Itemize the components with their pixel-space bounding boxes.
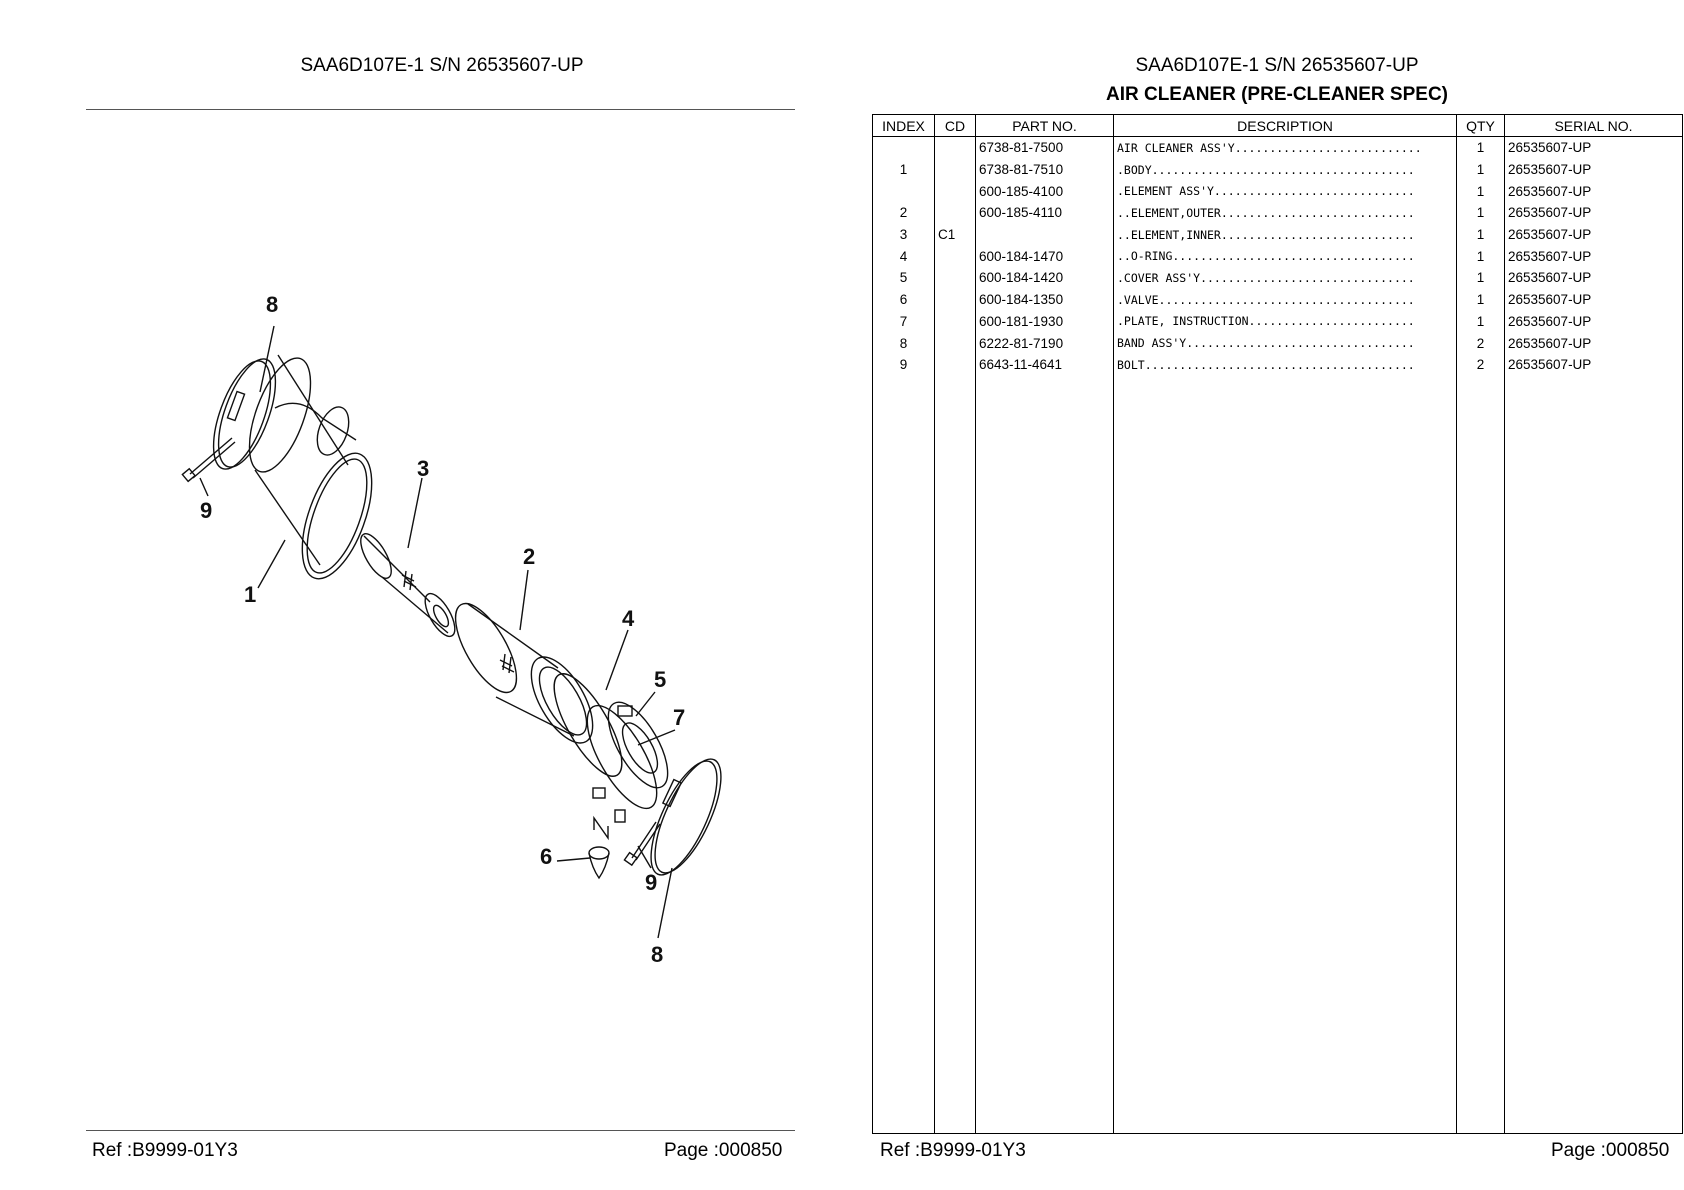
- parts-table-header: [873, 115, 1683, 137]
- table-row: [873, 289, 1683, 311]
- table-row: [873, 202, 1683, 224]
- callout-6: 6: [540, 844, 553, 869]
- serial-cell: 26535607-UP: [1505, 159, 1683, 181]
- qty-cell: 1: [1457, 180, 1505, 202]
- description-cell: .PLATE, INSTRUCTION........................: [1114, 311, 1457, 333]
- cd-cell: [935, 137, 976, 159]
- cd-cell: [935, 180, 976, 202]
- parts-table-body: [873, 137, 1683, 1134]
- valve: [589, 818, 609, 878]
- qty-cell: 1: [1457, 267, 1505, 289]
- cd-cell: [935, 311, 976, 333]
- left-page-number: Page :000850: [664, 1140, 783, 1161]
- description-cell: AIR CLEANER ASS'Y...........................: [1114, 137, 1457, 159]
- description-cell: .COVER ASS'Y...............................: [1114, 267, 1457, 289]
- part-no-cell: 6643-11-4641: [976, 354, 1114, 376]
- index-cell: 3: [873, 224, 935, 246]
- serial-cell: 26535607-UP: [1505, 332, 1683, 354]
- table-row: [873, 311, 1683, 333]
- table-row: [873, 180, 1683, 202]
- cd-cell: [935, 289, 976, 311]
- qty-cell: 1: [1457, 202, 1505, 224]
- index-cell: 8: [873, 332, 935, 354]
- callout-8-bottom: 8: [651, 942, 664, 967]
- part-no-cell: 6738-81-7510: [976, 159, 1114, 181]
- table-row: [873, 354, 1683, 376]
- serial-cell: 26535607-UP: [1505, 180, 1683, 202]
- serial-cell: 26535607-UP: [1505, 202, 1683, 224]
- part-no-cell: 600-184-1350: [976, 289, 1114, 311]
- index-cell: 5: [873, 267, 935, 289]
- callout-9-top: 9: [200, 498, 213, 523]
- callout-9-bottom: 9: [645, 870, 658, 895]
- part-no-cell: 6222-81-7190: [976, 332, 1114, 354]
- index-cell: 2: [873, 202, 935, 224]
- header-divider: [86, 109, 795, 110]
- qty-cell: 1: [1457, 289, 1505, 311]
- callout-3: 3: [417, 456, 430, 481]
- footer-divider: [86, 1130, 795, 1131]
- col-header-cd: CD: [935, 115, 976, 137]
- serial-cell: 26535607-UP: [1505, 289, 1683, 311]
- col-header-description: DESCRIPTION: [1114, 115, 1457, 137]
- table-row: [873, 245, 1683, 267]
- serial-cell: 26535607-UP: [1505, 224, 1683, 246]
- qty-cell: 2: [1457, 332, 1505, 354]
- bolt-top: [182, 438, 235, 481]
- index-cell: [873, 137, 935, 159]
- cd-cell: [935, 332, 976, 354]
- index-cell: 4: [873, 245, 935, 267]
- index-cell: 7: [873, 311, 935, 333]
- table-row: [873, 159, 1683, 181]
- description-cell: BAND ASS'Y.................................: [1114, 332, 1457, 354]
- cd-cell: [935, 202, 976, 224]
- description-cell: .ELEMENT ASS'Y.............................: [1114, 180, 1457, 202]
- col-header-index: INDEX: [873, 115, 935, 137]
- part-no-cell: 6738-81-7500: [976, 137, 1114, 159]
- left-ref: Ref :B9999-01Y3: [92, 1140, 238, 1161]
- index-cell: 9: [873, 354, 935, 376]
- description-cell: ..O-RING...................................: [1114, 245, 1457, 267]
- cd-cell: [935, 159, 976, 181]
- qty-cell: 1: [1457, 137, 1505, 159]
- table-empty-space: [873, 376, 1683, 1134]
- description-cell: .BODY......................................: [1114, 159, 1457, 181]
- serial-cell: 26535607-UP: [1505, 311, 1683, 333]
- qty-cell: 1: [1457, 159, 1505, 181]
- serial-cell: 26535607-UP: [1505, 267, 1683, 289]
- part-no-cell: [976, 224, 1114, 246]
- exploded-parts-diagram: [150, 270, 740, 980]
- table-row: [873, 224, 1683, 246]
- col-header-part-no: PART NO.: [976, 115, 1114, 137]
- qty-cell: 1: [1457, 245, 1505, 267]
- index-cell: [873, 180, 935, 202]
- description-cell: BOLT.......................................: [1114, 354, 1457, 376]
- qty-cell: 1: [1457, 311, 1505, 333]
- cd-cell: [935, 267, 976, 289]
- qty-cell: 1: [1457, 224, 1505, 246]
- parts-list-title: SAA6D107E-1 S/N 26535607-UP: [1135, 55, 1419, 76]
- callout-7: 7: [673, 705, 686, 730]
- index-cell: 1: [873, 159, 935, 181]
- col-header-qty: QTY: [1457, 115, 1505, 137]
- cd-cell: C1: [935, 224, 976, 246]
- col-header-serial-no: SERIAL NO.: [1505, 115, 1683, 137]
- part-no-cell: 600-181-1930: [976, 311, 1114, 333]
- serial-cell: 26535607-UP: [1505, 245, 1683, 267]
- qty-cell: 2: [1457, 354, 1505, 376]
- table-row: [873, 137, 1683, 159]
- table-row: [873, 267, 1683, 289]
- part-no-cell: 600-185-4100: [976, 180, 1114, 202]
- part-no-cell: 600-184-1470: [976, 245, 1114, 267]
- description-cell: ..ELEMENT,OUTER............................: [1114, 202, 1457, 224]
- callout-8-top: 8: [266, 292, 279, 317]
- callout-4: 4: [622, 606, 635, 631]
- description-cell: ..ELEMENT,INNER............................: [1114, 224, 1457, 246]
- band-assy-top: [202, 352, 287, 476]
- right-page-number: Page :000850: [1551, 1140, 1670, 1161]
- serial-cell: 26535607-UP: [1505, 354, 1683, 376]
- callout-2: 2: [523, 544, 536, 569]
- parts-table: [872, 114, 1683, 1134]
- cd-cell: [935, 245, 976, 267]
- cd-cell: [935, 354, 976, 376]
- parts-list-subtitle: AIR CLEANER (PRE-CLEANER SPEC): [1105, 84, 1449, 105]
- callout-5: 5: [654, 667, 667, 692]
- callout-1: 1: [244, 582, 257, 607]
- table-row: [873, 332, 1683, 354]
- serial-cell: 26535607-UP: [1505, 137, 1683, 159]
- element-outer: [444, 595, 605, 753]
- diagram-page-title: SAA6D107E-1 S/N 26535607-UP: [300, 55, 584, 76]
- part-no-cell: 600-184-1420: [976, 267, 1114, 289]
- right-ref: Ref :B9999-01Y3: [880, 1140, 1026, 1161]
- description-cell: .VALVE.....................................: [1114, 289, 1457, 311]
- index-cell: 6: [873, 289, 935, 311]
- part-no-cell: 600-185-4110: [976, 202, 1114, 224]
